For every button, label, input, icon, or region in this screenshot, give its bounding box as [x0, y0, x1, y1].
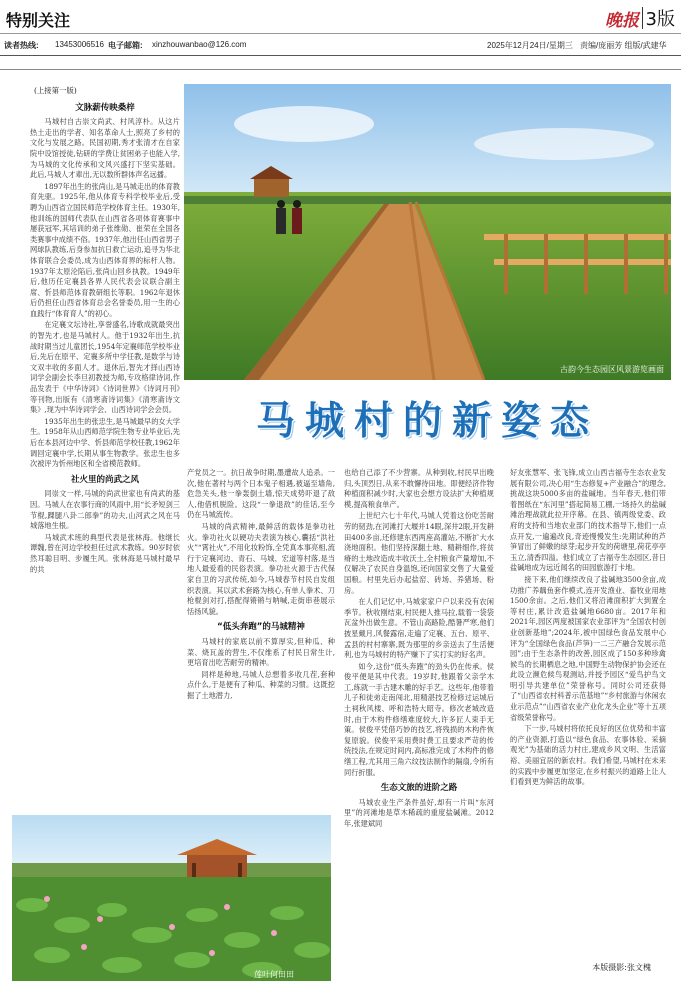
page-header: [0, 0, 681, 34]
paragraph: 同样是种地,马城人总想着多收几茬,套种点什么,于是便有了种瓜、种菜的习惯。这既挖掘了土地潜力,: [187, 669, 335, 700]
lotus-pond-photo-image: [12, 815, 331, 981]
subhead-shengtai: 生态文旅的进阶之路: [380, 783, 458, 794]
paragraph: 马城农业生产条件虽好,却有一片叫“东河里”的河滩地是草木稀疏的重度盐碱滩。2012年,张建斌同: [344, 797, 494, 828]
section-title: 特别关注: [6, 11, 71, 30]
article-col-2: [187, 468, 335, 702]
article-col-1-top: [30, 82, 180, 576]
paragraph: 接下来,他们继续改良了盐碱地3500余亩,成功推广养藕鱼套作模式,连开发渔业、畜牧业用地1500余亩。之后,他们又将沿滩面积扩大到置全等村庄,累计改造盐碱地6680亩。2017年和2021年,园区两度被国家农业部评为“全国农村创业创新基地”;2024年,被中国绿色食品发展中心评为“全国绿色食品(芦笋)一二三产融合发展示范园”;由于生态条件的改善,园区成了150多种珍禽候鸟的长期栖息之地,中国野生动物保护协会还在此设立濒危候鸟观测站,并授予园区“爱鸟护鸟文明引导共建单位”荣誉称号。同时公司还获得了“山西省农村科普示范基地”“乡村旅游与休闲农业示范点”“山西省农业产业化龙头企业”等十五项省级荣誉称号。: [510, 574, 666, 722]
paragraph: 同崇文一样,马城的尚武世家也有尚武的基因。马城人在农事行商的风雨中,用“长矛短剑三节棍,踝腿八卦二郎拳”的功夫,山河武之风在马城落地生根。: [30, 489, 180, 531]
photo-credit: 本版摄影:张文槐: [592, 963, 651, 972]
info-bar: [0, 37, 681, 53]
hotline-number: 13453006516: [55, 40, 104, 49]
page-number: 3版: [645, 9, 675, 30]
article-col-4: [510, 468, 666, 789]
paragraph: 马城村的家底以前不算厚实,但种瓜、种菜、烧瓦盖的营生,不仅维系了村民日常生计,更培育出吃苦耐劳的精神。: [187, 636, 335, 668]
paragraph: 也给自己添了不少营寨。从种到收,村民早出晚归,头顶烈日,从来不敢懈待田地。即便经济作物种植面积减少时,大家也会想方设法扩大种植规模,提高粮食单产。: [344, 468, 494, 509]
email-label: 电子邮箱:: [108, 41, 143, 50]
subhead-shanghuo: 社火里的尚武之风: [70, 474, 139, 485]
editor-credits: 责编/庞丽芳 组版/武建华: [580, 41, 667, 50]
continued-note: (上接第一版): [34, 86, 77, 95]
subhead-wenmai: 文脉薪传映桑梓: [75, 102, 135, 113]
paragraph: 马城村自古崇文尚武、村风淳朴。从这片热土走出的学者、知名革命人士,照亮了乡村的文化与发展之路。民国初期,秀才张清才在自家院中设馆授徒,钻研的学费让贫困弟子也能入学,为马城的文化传承和文风兴盛打下坚实基础。此后,马城人才辈出,无以数所群体声名远播。: [30, 117, 180, 180]
paragraph: 上世纪六七十年代,马城人凭着这份吃苦耐劳的韧劲,在河滩打大堰并14眼,深井2眼,开发耕田400多亩,还修建东西两座高灌站,不断扩大水浇地面积。他们坚持深翻土地、精耕细作,将贫瘠的土地改造成丰收沃土,全村粮食产量增加,不仅解决了农民自身温饱,还向国家交售了大量爱国粮。村里先后办起盐窑、砖场、养猪场、粉房。: [344, 511, 494, 595]
header-divider: [642, 7, 643, 29]
photo-caption-bottom: 莲叶何田田: [254, 970, 294, 979]
lotus-pond-photo: [12, 815, 331, 981]
paragraph: 如今,这份“低头奔跑”的劲头仍在传承。侯俊平便是其中代表。19岁时,他跟着父亲学木工,练就一手古建木雕的好手艺。这些年,他带着儿子和徒弟走南闯北,用精湛技艺检修过运城后土祠秋风楼、呼和浩特大昭寺。修次老城改造时,由于木构件修缮难度较大,许多匠人束手无策。侯俊平凭借巧妙的技艺,将残损的木构件恢复原貌。侯俊平采用费时费工且要求严苛的传统技法,在规定时间内,高标准完成了木构件的修缮工程,尤其用三角六纹技法制作的隔扇,令所有同行折服。: [344, 661, 494, 777]
main-headline: 马城村的新姿态: [255, 399, 599, 444]
boardwalk-photo: [184, 84, 671, 380]
paragraph: 1935年出生的张忠生,是马城最早的女大学生。1958年从山西师范学院生物专业毕业后,先后在本县河边中学、忻县师范学校任教,1962年调回定襄中学,长期从事生物教学。张忠生也多次被评为忻州地区和全省模范教师。: [30, 416, 180, 469]
boardwalk-photo-image: [184, 84, 671, 380]
article-col-3: [344, 468, 494, 831]
issue-date: 2025年12月24日/星期三: [487, 41, 573, 50]
photo-caption-top: 古韵今生态园区风景游览画面: [560, 365, 664, 374]
paragraph: 产党员之一。抗日战争时期,墨遭故人追杀。一次,他在著村与两个日本鬼子相遇,被逼至墙角,危急关头,他一拳轰倒土墙,惊天成势吓退了敌人,他借机脱险。这段“一拳退敌”的佳话,至今仍在马城流传。: [187, 468, 335, 520]
header-rule-2: [0, 69, 681, 70]
paragraph: 好友张慧军、张飞锋,成立山西吉福寺生态农业发展有限公司,决心用“生态修复+产业融合”的理念,挑战这块5000多亩的盐碱地。当年春天,他们带着图纸在“东河里”搭起简易工棚,一场持久的盐碱滩治理战就此拉开序幕。在县、镇两级党委、政府的支持和当地农业部门的技术指导下,他们一点点开发,一遍遍改良,奇迹慢慢发生:先期试种的芦笋冒出了鲜嫩的绿芽;起步开发的荷塘里,荷花亭亭玉立,清香四溢。他们成立了吉福寺生态园区,昔日盐碱地成为远近闻名的田园旅游打卡地。: [510, 468, 666, 573]
newspaper-logo: 晚报: [605, 11, 639, 31]
email-address: xinzhouwanbao@126.com: [152, 40, 247, 49]
paragraph: 1897年出生的张尚山,是马城走出的体育教育先驱。1925年,他从体育专科学校毕业后,受聘为山西省立国民师范学校体育主任。1930年,他训练的国师代表队在山西省各项体育赛事中屡获冠军,其培训的弟子张维勋、崔荣在全国各类赛事中成绩不俗。1937年,他出任山西省男子网球队教练,后身参加抗日救亡运动,追寻为华北体育联合会委员,成为山西体育界的标杆人物。1937年太原沦陷后,张尚山回乡执教。1949年后,他历任定襄县各界人民代表会议联合副主席、忻县师范体育教研组长等职。1962年退休后仍担任山西省体育总会名誉委员,用一生的心血践行“体育育人”的初心。: [30, 181, 180, 318]
paragraph: 在人们记忆中,马城家家户户以来没有农闲季节。秋收刚结束,村民便人推马拉,载着一袋袋瓦盆外出做生意。不管山高路险,酷暑严寒,他们披星戴月,风餐露宿,走遍了定襄、五台、原平、孟县的村村寨寨,既为那里的乡亲送去了生活便利,也为马城村的特产赚下了实打实的好名声。: [344, 597, 494, 660]
paragraph: 在定襄文坛诗社,享誉盛名,诗歌成就最突出的智先才,也是马城村人。他于1932年出生,抗战时期当过儿童团长,1954年定襄师范学校毕业后,先后在原平、定襄多所中学任教,是数学与诗文双丰收的多面人才。退休后,智先才择山西诗词学会副会长李旦初教授为师,专攻格律诗词,作品发表于《中华诗词》《诗词世界》《诗词月刊》等刊物,出版有《清寒斋诗词集》《清寒斋诗文集》,现为中华诗词学会、山西诗词学会会员。: [30, 320, 180, 415]
hotline-label: 读者热线:: [4, 41, 39, 50]
subhead-ditou: “低头奔跑”的马城精神: [217, 622, 305, 633]
paragraph: 下一步,马城村将依托良好的区位优势和丰富的产业资源,打造以“绿色食品、农事体验、采摘观光”为基础的活力村庄,建成乡风文明、生活富裕、美丽宜居的新农村。我们希望,马城村在未来的实践中步履更加坚定,在乡村振兴的道路上让人们看到更为鲜活的故事。: [510, 724, 666, 787]
paragraph: 马城的尚武精神,最鲜活的载体是拳功社火。拳功社火以硬功夫表演为核心,囊括“洪社火”“霄社火”,不用化妆粉饰,全凭真本事亮相,流行于定襄河边、青石、马城、宏道等村落,是当地人最爱看的民俗表演。拳功社火源于古代保家自卫的习武传统,如今,马城春节村民自发组织表演。其以武术套路为核心,有单人拳术、刀枪棍剑对打,搭配得锵锵与呐喊,走街串巷展示恬扬风貌。: [187, 521, 335, 616]
paragraph: 马城武术班的典型代表是张林海。他继长谭魏,曾在河边学校担任过武术教练。90岁时依然耳聪目明、步履生风。张林海是马城村最早的共: [30, 532, 180, 574]
header-rule: [0, 55, 681, 56]
